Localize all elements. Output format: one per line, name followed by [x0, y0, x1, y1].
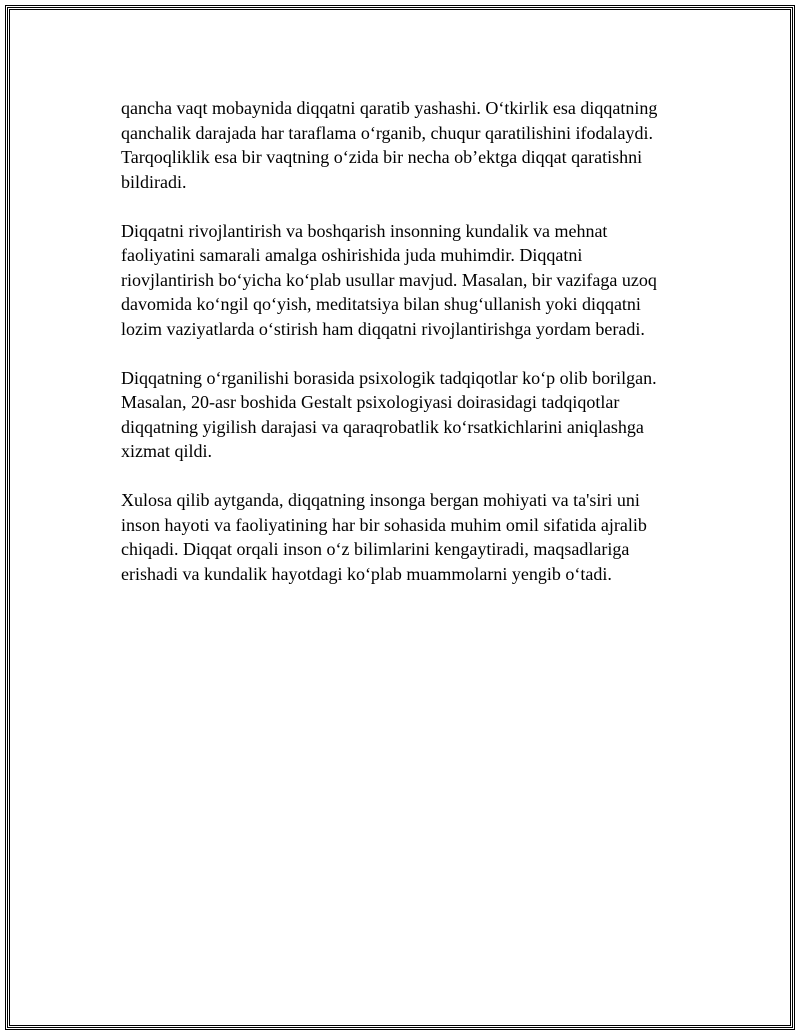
- paragraph-2: [121, 219, 681, 342]
- text-line: qancha vaqt mobaynida diqqatni qaratib yashashi. O‘tkirlik esa diqqatning: [121, 98, 658, 118]
- paragraph-1: [121, 96, 681, 194]
- text-line: davomida ko‘ngil qo‘yish, meditatsiya bilan shug‘ullanish yoki diqqatni: [121, 294, 641, 314]
- text-line: faoliyatini samarali amalga oshirishida juda muhimdir. Diqqatni: [121, 245, 583, 265]
- text-line: riovjlantirish bo‘yicha ko‘plab usullar mavjud. Masalan, bir vazifaga uzoq: [121, 269, 657, 290]
- text-line: qanchalik darajada har taraflama o‘rganib, chuqur qaratilishini ifodalaydi.: [121, 122, 653, 143]
- text-line: bildiradi.: [121, 171, 187, 192]
- document-body: [121, 96, 681, 611]
- text-line: Diqqatning o‘rganilishi borasida psixologik tadqiqotlar ko‘p olib borilgan.: [121, 367, 657, 388]
- text-line: Diqqatni rivojlantirish va boshqarish insonning kundalik va mehnat: [121, 220, 608, 241]
- text-line: chiqadi. Diqqat orqali inson o‘z bilimlarini kengaytiradi, maqsadlariga: [121, 539, 630, 559]
- text-line: Xulosa qilib aytganda, diqqatning insonga bergan mohiyati va ta'siri uni: [121, 490, 640, 510]
- text-line: diqqatning yigilish darajasi va qaraqrobatlik ko‘rsatkichlarini aniqlashga: [121, 416, 644, 437]
- text-line: inson hayoti va faoliyatining har bir sohasida muhim omil sifatida ajralib: [121, 514, 647, 535]
- paragraph-3: [121, 366, 681, 464]
- text-line: lozim vaziyatlarda o‘stirish ham diqqatni rivojlantirishga yordam beradi.: [121, 318, 645, 339]
- text-line: erishadi va kundalik hayotdagi ko‘plab muammolarni yengib o‘tadi.: [121, 563, 612, 584]
- text-line: xizmat qildi.: [121, 441, 212, 461]
- page-border: [5, 5, 795, 1030]
- paragraph-4: [121, 488, 681, 586]
- text-line: Tarqoqliklik esa bir vaqtning o‘zida bir necha ob’ektga diqqat qaratishni: [121, 147, 643, 167]
- text-line: Masalan, 20-asr boshida Gestalt psixologiyasi doirasidagi tadqiqotlar: [121, 392, 620, 412]
